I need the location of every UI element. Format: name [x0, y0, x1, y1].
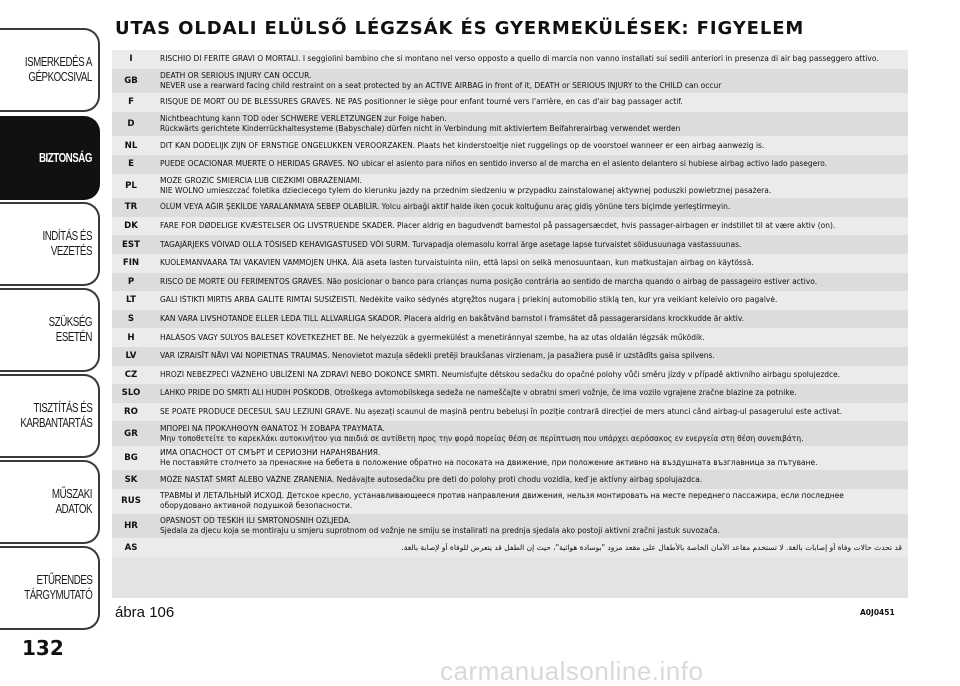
warning-text: [150, 388, 908, 398]
warning-text: [150, 176, 908, 196]
warning-text: [150, 114, 908, 134]
warning-text: [150, 71, 908, 91]
table-row: [112, 366, 908, 385]
language-code: E: [128, 159, 134, 170]
chapter-tab-label: ISMERKEDÉS A GÉPKOCSIVAL: [25, 55, 93, 84]
chapter-tab-label: SZÜKSÉG ESETÉN: [48, 315, 92, 344]
table-row: [112, 514, 908, 539]
table-row: [112, 489, 908, 514]
table-row: [112, 235, 908, 254]
chapter-tab-7[interactable]: [0, 546, 100, 630]
chapter-tab-6[interactable]: [0, 460, 100, 544]
warning-line: OPASNOST OD TEŠKIH ILI SMRTONOSNIH OZLJEDA.: [160, 515, 352, 525]
table-row: [112, 470, 908, 489]
warning-line: NEVER use a rearward facing child restraint on a seat protected by an ACTIVE AIRBAG in front of it, DEATH or SERIOUS INJURY to the CHILD can occur: [160, 80, 722, 90]
table-row: [112, 93, 908, 112]
language-code: BG: [124, 453, 138, 464]
chapter-tab-1[interactable]: [0, 28, 100, 112]
warning-line: Sjedala za djecu koja se montiraju u smjeru suprotnom od vožnje ne smiju se instalirati na prednja sjedala ako postoji aktivni zračni jastuk suvozača.: [160, 525, 720, 535]
warning-line: VAR IZRAISĪT NĀVI VAI NOPIETNAS TRAUMAS. Nenovietot mazuļa sēdekli pretēji braukšanas virzienam, ja pasažiera pusē ir uzstādīts gaisa spilvens.: [160, 351, 715, 361]
warning-line: FARE FOR DØDELIGE KVÆSTELSER OG LIVSTRUENDE SKADER. Placer aldrig en bagudvendt barnestol på passagersæсdet, hvis passager-airbagen er indstillet til at være aktiv (on).: [160, 221, 836, 231]
chapter-tab-4[interactable]: [0, 288, 100, 372]
figure-reference: A0J0451: [860, 608, 895, 617]
language-code: RUS: [121, 496, 141, 507]
table-row: [112, 155, 908, 174]
table-row: [112, 254, 908, 273]
warning-text: [150, 516, 908, 536]
warning-line: Nichtbeachtung kann TOD oder SCHWERE VERLETZUNGEN zur Folge haben.: [160, 114, 447, 124]
warning-text: [150, 351, 908, 361]
warning-text: [150, 407, 908, 417]
language-code: EST: [122, 239, 140, 250]
page-number: 132: [22, 636, 64, 660]
language-code: LV: [125, 351, 137, 362]
table-row: [112, 198, 908, 217]
table-row: [112, 174, 908, 199]
language-code: H: [127, 332, 135, 343]
language-code: GB: [124, 75, 138, 86]
warning-text: [150, 491, 908, 511]
warning-line: HROZÍ NEBEZPEČÍ VÁŽNÉHO UBLÍŽENÍ NA ZDRAVÍ NEBO DOKONCE SMRTI. Neumisťujte dětskou sedačku do opačné polohy vůči směru jízdy v případě aktivního airbagu spolujezdce.: [160, 369, 841, 379]
warning-text: [150, 448, 908, 468]
table-row: [112, 291, 908, 310]
warning-line: RISQUE DE MORT OU DE BLESSURES GRAVES. NE PAS positionner le siège pour enfant tourné vers l'arrière, en cas d'air bag passager actif.: [160, 97, 683, 107]
warning-line: ИМА ОПАСНОСТ ОТ СМЪРТ И СЕРИОЗНИ НАРАНЯВАНИЯ.: [160, 448, 381, 458]
warning-line: ТРАВМЫ И ЛЕТАЛЬНЫЙ ИСХОД. Детское кресло, устанавливающееся против направления движения, нельзя монтировать на месте переднего пассажира, если последнее: [160, 491, 844, 501]
table-row: [112, 538, 908, 557]
warning-line: قد تحدث حالات وفاة أو إصابات بالغة. لا تستخدم مقاعد الأمان الخاصة بالأطفال على مقعد مزود "بوسادة هوائية"، حيث إن الطفل قد يتعرض للوفاة أو لإصابة بالغة.: [401, 542, 902, 552]
warning-line: GALI IŠTIKTI MIRTIS ARBA GALITE RIMTAI SUSIŽEISTI. Nedėkite vaiko sėdynės atgręžtos nugara į priekinį automobilio stiklą ten, kur yra veikiant keleivio oro pagalvė.: [160, 295, 778, 305]
language-code: TR: [124, 202, 138, 213]
warning-text: [150, 97, 908, 107]
chapter-tab-3[interactable]: [0, 202, 100, 286]
chapter-tab-label: BIZTONSÁG: [38, 150, 92, 165]
chapter-tab-label: TISZTÍTÁS ÉS KARBANTARTÁS: [19, 401, 92, 430]
warning-text: [150, 277, 908, 287]
warning-line: RISCHIO DI FERITE GRAVI O MORTALI. I seggiolini bambino che si montano nel verso opposto a quello di marcia non vanno installati sui sedili anteriori in presenza di air bag passeggero attivo.: [160, 54, 879, 64]
warning-line: RISCO DE MORTE OU FERIMENTOS GRAVES. Não posicionar o banco para crianças numa posição contrária ao sentido de marcha quando o airbag de passageiro estiver activo.: [160, 276, 818, 286]
table-row: [112, 50, 908, 69]
warning-line: PUEDE OCACIONAR MUERTE O HERIDAS GRAVES. NO ubicar el asiento para niños en sentido inverso al de marcha en el asiento delantero si hubiese airbag activo lado pasegero.: [160, 159, 828, 169]
warning-line: MÔŽE NASTAŤ SMRŤ ALEBO VÁŽNE ZRANENIA. Nedávajte autosedačku pre deti do polohy proti chodu vozidla, keď je aktívny airbag spolujazdca.: [160, 474, 703, 484]
language-code: I: [129, 54, 133, 65]
chapter-tab-2[interactable]: [0, 116, 100, 200]
watermark: carmanualsonline.info: [440, 656, 704, 686]
figure-caption: ábra 106: [115, 604, 175, 621]
warning-text: [150, 333, 908, 343]
table-row: [112, 328, 908, 347]
warning-line: MOŻE GROZIĆ ŚMIERCIA LUB CIEŻKIMI OBRAŻENIAMI.: [160, 175, 362, 185]
language-code: D: [127, 119, 135, 130]
warning-text: [150, 221, 908, 231]
language-code: CZ: [124, 369, 138, 380]
language-code: P: [127, 276, 135, 287]
page-title: UTAS OLDALI ELÜLSŐ LÉGZSÁK ÉS GYERMEKÜLÉSEK: FIGYELEM: [115, 18, 805, 39]
warning-text: [150, 240, 908, 250]
warning-line: Μην τοποθετείτε το καρεκλάκι αυτοκινήτου για παιδιά σε αντίθετη προς την φορά πορείας θέση σε περίπτωση που υπάρχει αερόσακος εν ενεργεία στη θέση συνεπιβάτη.: [160, 433, 804, 443]
warning-text: [150, 202, 908, 212]
warning-table: [112, 50, 908, 598]
warning-line: LAHKO PRIDE DO SMRTI ALI HUDIH POŠKODB. Otroškega avtomobilskega sedeža ne nameščajte v obratni smeri vožnje, če ima vozilo vgrajene zračne blazine za potnike.: [160, 388, 797, 398]
table-row: [112, 217, 908, 236]
language-code: FIN: [122, 258, 140, 269]
chapter-tab-label: INDÍTÁS ÉS VEZETÉS: [42, 229, 92, 258]
warning-text: [150, 141, 908, 151]
warning-line: оборудовано активной подушкой безопасности.: [160, 501, 353, 511]
warning-text: [150, 159, 908, 169]
warning-text: [150, 295, 908, 305]
warning-text: [150, 370, 908, 380]
warning-line: TAGAJÄRJEKS VÕIVAD OLLA TÕSISED KEHAVIGASTUSED VÕI SURM. Turvapadja olemasolu korral ärge asetage lapse turvaistet sõidusuunaga vastassuunas.: [160, 239, 742, 249]
warning-text: [150, 543, 908, 553]
language-code: GR: [124, 428, 138, 439]
table-row: [112, 69, 908, 94]
warning-line: DIT KAN DODELIJK ZIJN OF ERNSTIGE ONGELUKKEN VEROORZAKEN. Plaats het kinderstoeltje niet ruggelings op de voorstoel wanneer er een airbag aanwezig is.: [160, 140, 765, 150]
table-row: [112, 421, 908, 446]
table-row: [112, 384, 908, 403]
language-code: S: [127, 314, 135, 325]
warning-line: Rückwärts gerichtete Kinderrückhaltesysteme (Babyschale) dürfen nicht in Verbindung mit aktiviertem Beifahrerairbag verwendet werden: [160, 124, 681, 134]
warning-line: Не поставяйте столчето за пренасяне на бебета в положение обратно на посоката на движение, при положение активно на въздушната възглавница за пътуване.: [160, 458, 818, 468]
language-code: SLO: [121, 388, 141, 399]
chapter-tab-label: ETŰRENDES TÁRGYMUTATÓ: [23, 573, 92, 602]
warning-text: [150, 258, 908, 268]
language-code: SK: [124, 474, 138, 485]
language-code: LT: [126, 295, 136, 306]
warning-line: KUOLEMANVAARA TAI VAKAVIEN VAMMOJEN UHKA. Älä aseta lasten turvaistuinta niin, että lapsi on selkä menosuuntaan, kun matkustajan airbag on käytössä.: [160, 258, 754, 268]
table-row: [112, 403, 908, 422]
warning-line: SE POATE PRODUCE DECESUL SAU LEZIUNI GRAVE. Nu așezați scaunul de mașină pentru bebeluși în poziție contrară direcției de mers atunci când airbag-ul pasagerului este activat.: [160, 406, 843, 416]
chapter-tab-5[interactable]: [0, 374, 100, 458]
table-row: [112, 273, 908, 292]
table-row: [112, 310, 908, 329]
language-code: NL: [124, 140, 138, 151]
language-code: RO: [124, 406, 138, 417]
language-code: F: [128, 97, 134, 108]
language-code: AS: [124, 542, 138, 553]
warning-line: ÖLÜM VEYA AĞIR ŞEKİLDE YARALANMAYA SEBEP OLABİLİR. Yolcu airbaği aktif halde iken çocuk koltuğunu araç gidiş yönüne ters biçimde yerleştirmeyin.: [160, 202, 731, 212]
warning-line: DEATH OR SERIOUS INJURY CAN OCCUR.: [160, 70, 312, 80]
table-row: [112, 136, 908, 155]
table-row: [112, 347, 908, 366]
warning-text: [150, 54, 908, 64]
warning-text: [150, 314, 908, 324]
language-code: HR: [124, 520, 138, 531]
warning-line: HALÁSOS VAGY SÚLYOS BALESET KÖVETKEZHET BE. Ne helyezzük a gyermekülést a menetiránnyal szembe, ha az utas oldalán légzsák működik.: [160, 332, 705, 342]
warning-line: ΜΠΟΡΕΙ ΝΑ ΠΡΟΚΛΗΘΟΥΝ ΘΑΝΑΤΟΣ Ή ΣΟΒΑΡΑ ΤΡΑΥΜΑΤΑ.: [160, 423, 385, 433]
chapter-tab-label: MŰSZAKI ADATOK: [51, 487, 92, 516]
language-code: DK: [124, 221, 138, 232]
language-code: PL: [125, 180, 137, 191]
warning-line: NIE WOLNO umieszczać foletika dzieciecego tylem do kierunku jazdy na przednim siedzeniu w przypadku zainstalowanej aktywnej poduszki powietrznej pasażera.: [160, 185, 772, 195]
warning-line: KAN VARA LIVSHOTANDE ELLER LEDA TILL ALLVARLIGA SKADOR. Placera aldrig en bakåtvänd barnstol i framsätet då passagerarsidans krockkudde är aktiv.: [160, 314, 745, 324]
warning-text: [150, 424, 908, 444]
table-row: [112, 446, 908, 471]
warning-text: [150, 475, 908, 485]
table-row: [112, 112, 908, 137]
